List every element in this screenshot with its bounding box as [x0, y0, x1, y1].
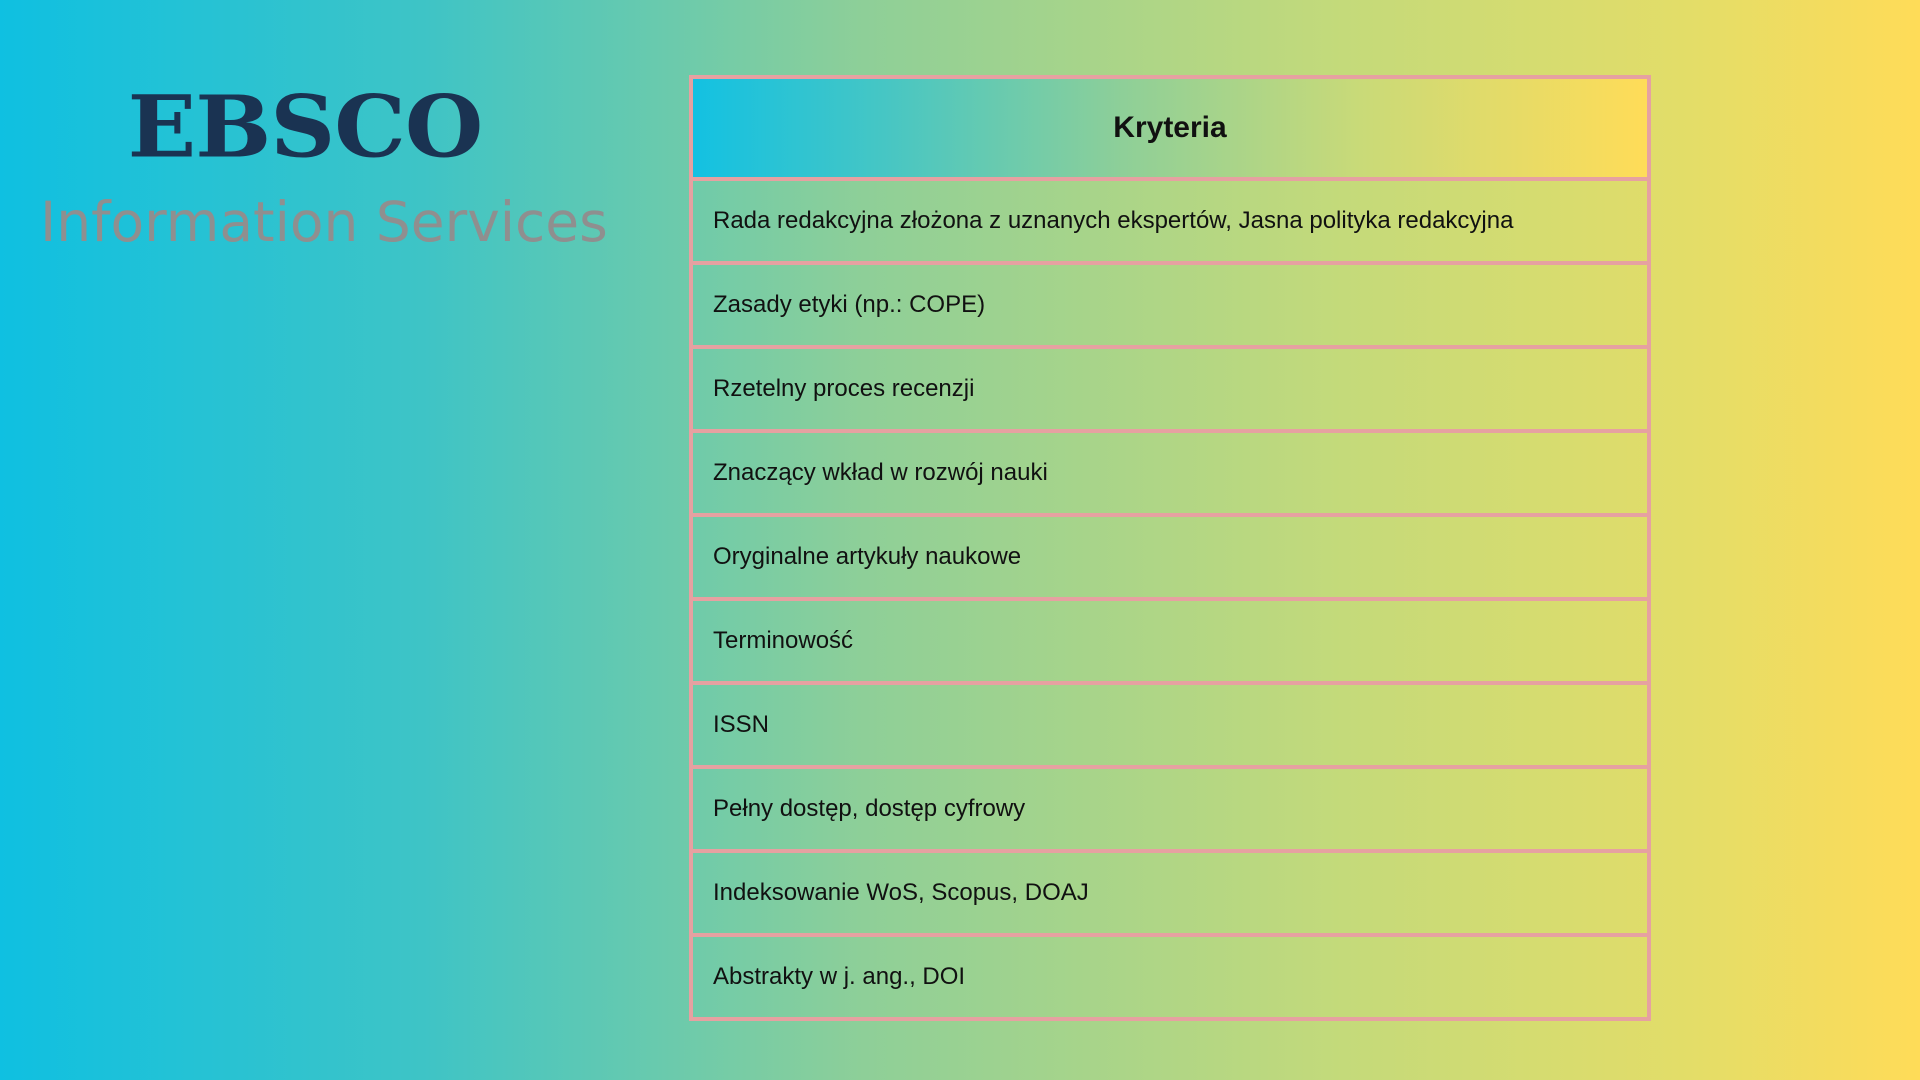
logo-subtitle: Information Services: [40, 190, 608, 254]
table-cell: Pełny dostęp, dostęp cyfrowy: [691, 767, 1649, 851]
table-row: [691, 683, 1649, 767]
table-cell: Rada redakcyjna złożona z uznanych ekspertów, Jasna polityka redakcyjna: [691, 179, 1649, 263]
table-cell: ISSN: [691, 683, 1649, 767]
table-row: [691, 263, 1649, 347]
table-row: [691, 515, 1649, 599]
ebsco-logo: [40, 76, 608, 254]
table-cell: Rzetelny proces recenzji: [691, 347, 1649, 431]
table-cell: Znaczący wkład w rozwój nauki: [691, 431, 1649, 515]
table-row: [691, 179, 1649, 263]
table-row: [691, 935, 1649, 1019]
table-row: [691, 851, 1649, 935]
table-cell: Oryginalne artykuły naukowe: [691, 515, 1649, 599]
table-row: [691, 767, 1649, 851]
table-cell: Abstrakty w j. ang., DOI: [691, 935, 1649, 1019]
table-row: [691, 431, 1649, 515]
table-row: [691, 347, 1649, 431]
table-header: Kryteria: [691, 77, 1649, 179]
table-cell: Zasady etyki (np.: COPE): [691, 263, 1649, 347]
table-row: [691, 599, 1649, 683]
criteria-table: [689, 75, 1651, 1021]
table-cell: Terminowość: [691, 599, 1649, 683]
table-cell: Indeksowanie WoS, Scopus, DOAJ: [691, 851, 1649, 935]
table-header-row: [691, 77, 1649, 179]
logo-wordmark: EBSCO: [127, 76, 483, 178]
